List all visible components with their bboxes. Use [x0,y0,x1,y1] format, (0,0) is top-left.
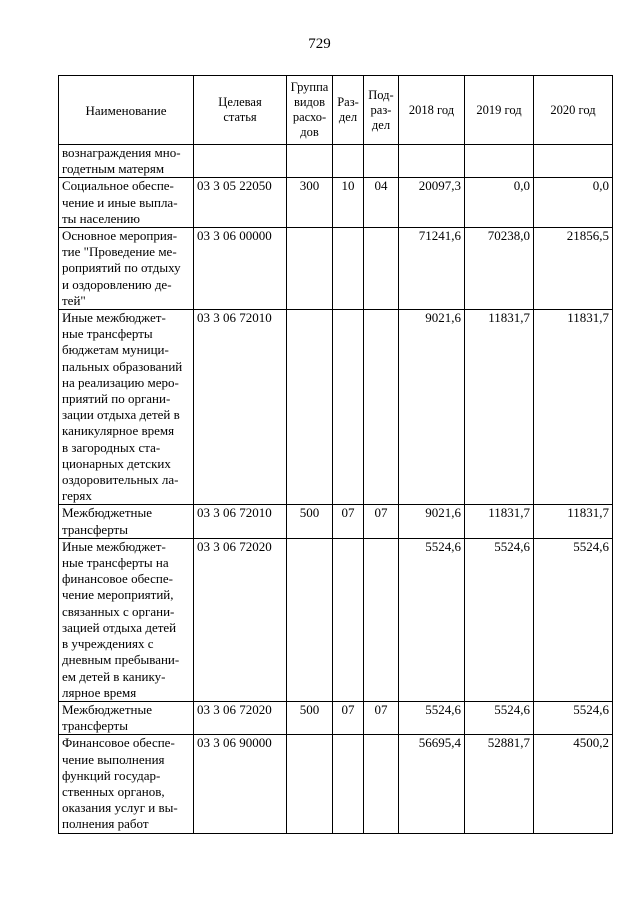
page-number: 729 [308,36,331,52]
value-2019-cell: 0,0 [465,178,534,228]
value-2019-cell [465,145,534,178]
value-2020-cell: 21856,5 [534,228,613,310]
row-name-line: каникулярное время [62,423,175,439]
value-2018-cell: 5524,6 [399,538,465,701]
value-2018-cell: 71241,6 [399,228,465,310]
table-row [59,178,613,228]
value-2019-cell: 11831,7 [465,505,534,538]
row-name-cell [59,701,194,734]
row-name-line: зации отдыха детей в [62,407,180,423]
row-name-line: функций государ- [62,767,161,783]
table-row [59,701,613,734]
table-row [59,505,613,538]
header-section: Раз- дел [333,76,364,145]
row-name-line: трансферты [62,521,128,537]
value-2020-cell: 5524,6 [534,701,613,734]
section-cell [333,310,364,505]
row-name-line: зацией отдыха детей [62,619,177,635]
row-name-line: пальных образований [62,358,183,374]
row-name-line: лярное время [62,684,137,700]
value-2018-cell: 5524,6 [399,701,465,734]
row-name-line: герях [62,488,92,504]
table-row [59,735,613,833]
subsection-cell [364,228,399,310]
row-name-cell [59,228,194,310]
row-name-line: оздоровительных ла- [62,472,179,488]
row-name-line: Межбюджетные [62,505,152,521]
target-article-cell: 03 3 06 72010 [194,310,287,505]
row-name-line: годетным матерям [62,161,165,177]
row-name-line: на реализацию меро- [62,374,179,390]
table-row [59,310,613,505]
value-2019-cell: 70238,0 [465,228,534,310]
subsection-cell [364,310,399,505]
subsection-cell [364,538,399,701]
value-2020-cell: 4500,2 [534,735,613,833]
subsection-cell [364,735,399,833]
value-2019-cell: 5524,6 [465,701,534,734]
target-article-cell: 03 3 06 72020 [194,538,287,701]
subsection-cell: 07 [364,505,399,538]
row-name-line: тие "Проведение ме- [62,244,177,260]
section-cell: 07 [333,701,364,734]
row-name-line: ные трансферты на [62,555,169,571]
table-row [59,228,613,310]
row-name-line: полнения работ [62,816,149,832]
row-name-cell [59,310,194,505]
row-name-cell [59,538,194,701]
subsection-cell [364,145,399,178]
row-name-line: ственных органов, [62,783,165,799]
expense-group-cell: 500 [287,505,333,538]
section-cell: 10 [333,178,364,228]
row-name-line: Финансовое обеспе- [62,735,175,751]
table-row [59,538,613,701]
row-name-line: дневным пребывани- [62,652,180,668]
target-article-cell: 03 3 06 72020 [194,701,287,734]
target-article-cell: 03 3 06 00000 [194,228,287,310]
value-2019-cell: 5524,6 [465,538,534,701]
target-article-cell: 03 3 06 90000 [194,735,287,833]
value-2019-cell: 52881,7 [465,735,534,833]
value-2020-cell: 5524,6 [534,538,613,701]
row-name-line: тей" [62,292,86,308]
row-name-cell [59,178,194,228]
subsection-cell: 04 [364,178,399,228]
row-name-line: Основное мероприя- [62,228,178,244]
row-name-line: оказания услуг и вы- [62,800,178,816]
row-name-cell [59,145,194,178]
value-2020-cell: 0,0 [534,178,613,228]
row-name-line: ты населению [62,210,140,226]
row-name-line: ные трансферты [62,326,153,342]
row-name-line: Межбюджетные [62,701,152,717]
section-cell [333,538,364,701]
header-subsection: Под- раз- дел [364,76,399,145]
expense-group-cell [287,228,333,310]
row-name-line: Иные межбюджет- [62,310,166,326]
row-name-cell [59,505,194,538]
row-name-line: ем детей в канику- [62,668,166,684]
header-2020: 2020 год [534,76,613,145]
header-target-article: Целевая статья [194,76,287,145]
section-cell [333,228,364,310]
value-2020-cell: 11831,7 [534,310,613,505]
row-name-line: чение и иные выпла- [62,194,178,210]
value-2018-cell: 9021,6 [399,310,465,505]
row-name-line: Иные межбюджет- [62,538,166,554]
header-name: Наименование [59,76,194,145]
header-2018: 2018 год [399,76,465,145]
expense-group-cell [287,735,333,833]
value-2018-cell: 9021,6 [399,505,465,538]
row-name-line: в загородных ста- [62,439,161,455]
table-header-row [59,76,613,145]
row-name-line: трансферты [62,718,128,734]
expense-group-cell: 500 [287,701,333,734]
value-2020-cell [534,145,613,178]
value-2018-cell [399,145,465,178]
section-cell [333,145,364,178]
row-name-line: ционарных детских [62,455,171,471]
row-name-line: чение выполнения [62,751,165,767]
header-expense-group: Группа видов расхо- дов [287,76,333,145]
expense-group-cell: 300 [287,178,333,228]
expense-group-cell [287,538,333,701]
budget-table [58,75,613,834]
row-name-line: связанных с органи- [62,603,175,619]
header-2019: 2019 год [465,76,534,145]
value-2018-cell: 20097,3 [399,178,465,228]
row-name-line: бюджетам муници- [62,342,169,358]
expense-group-cell [287,310,333,505]
row-name-line: приятий по органи- [62,391,171,407]
row-name-line: вознаграждения мно- [62,145,181,160]
subsection-cell: 07 [364,701,399,734]
row-name-line: Социальное обеспе- [62,178,174,194]
expense-group-cell [287,145,333,178]
row-name-line: в учреждениях с [62,636,154,652]
row-name-line: роприятий по отдыху [62,260,181,276]
target-article-cell: 03 3 06 72010 [194,505,287,538]
section-cell: 07 [333,505,364,538]
row-name-line: финансовое обеспе- [62,571,173,587]
row-name-cell [59,735,194,833]
row-name-line: и оздоровлению де- [62,276,172,292]
table-row [59,145,613,178]
target-article-cell: 03 3 05 22050 [194,178,287,228]
section-cell [333,735,364,833]
value-2018-cell: 56695,4 [399,735,465,833]
row-name-line: чение мероприятий, [62,587,174,603]
value-2020-cell: 11831,7 [534,505,613,538]
target-article-cell [194,145,287,178]
value-2019-cell: 11831,7 [465,310,534,505]
